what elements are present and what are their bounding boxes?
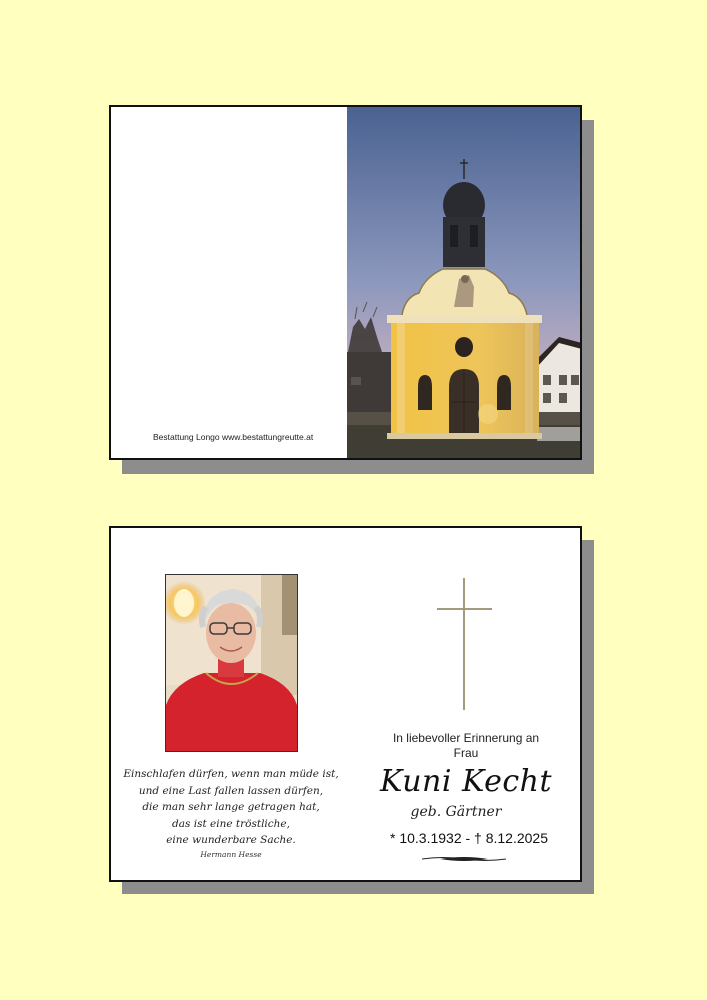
portrait-photo xyxy=(165,574,298,752)
chapel-photo xyxy=(347,107,582,460)
poem-line: die man sehr lange getragen hat, xyxy=(142,801,320,813)
intro-title: Frau xyxy=(453,746,479,760)
card-front xyxy=(109,105,582,460)
ornament-divider-icon xyxy=(422,855,506,863)
life-dates: * 10.3.1932 - † 8.12.2025 xyxy=(389,830,549,846)
card-back-panel xyxy=(111,107,347,458)
funeral-home-footer: Bestattung Longo www.bestattungreutte.at xyxy=(153,432,314,442)
cross-icon xyxy=(463,578,465,710)
poem-line: und eine Last fallen lassen dürfen, xyxy=(138,784,324,797)
poem-line: Einschlafen dürfen, wenn man müde ist, xyxy=(123,768,339,780)
card-inside xyxy=(109,526,582,882)
maiden-name: geb. Gärtner xyxy=(410,804,502,820)
intro-line: In liebevoller Erinnerung an xyxy=(392,731,540,745)
deceased-name: Kuni Kecht xyxy=(379,764,553,799)
poem-line: das ist eine tröstliche, xyxy=(172,817,290,830)
cross-icon-bar xyxy=(437,608,492,610)
poem xyxy=(121,766,341,849)
poem-line: eine wunderbare Sache. xyxy=(166,834,296,846)
memorial-intro xyxy=(366,731,566,761)
poem-author: Hermann Hesse xyxy=(200,850,262,859)
